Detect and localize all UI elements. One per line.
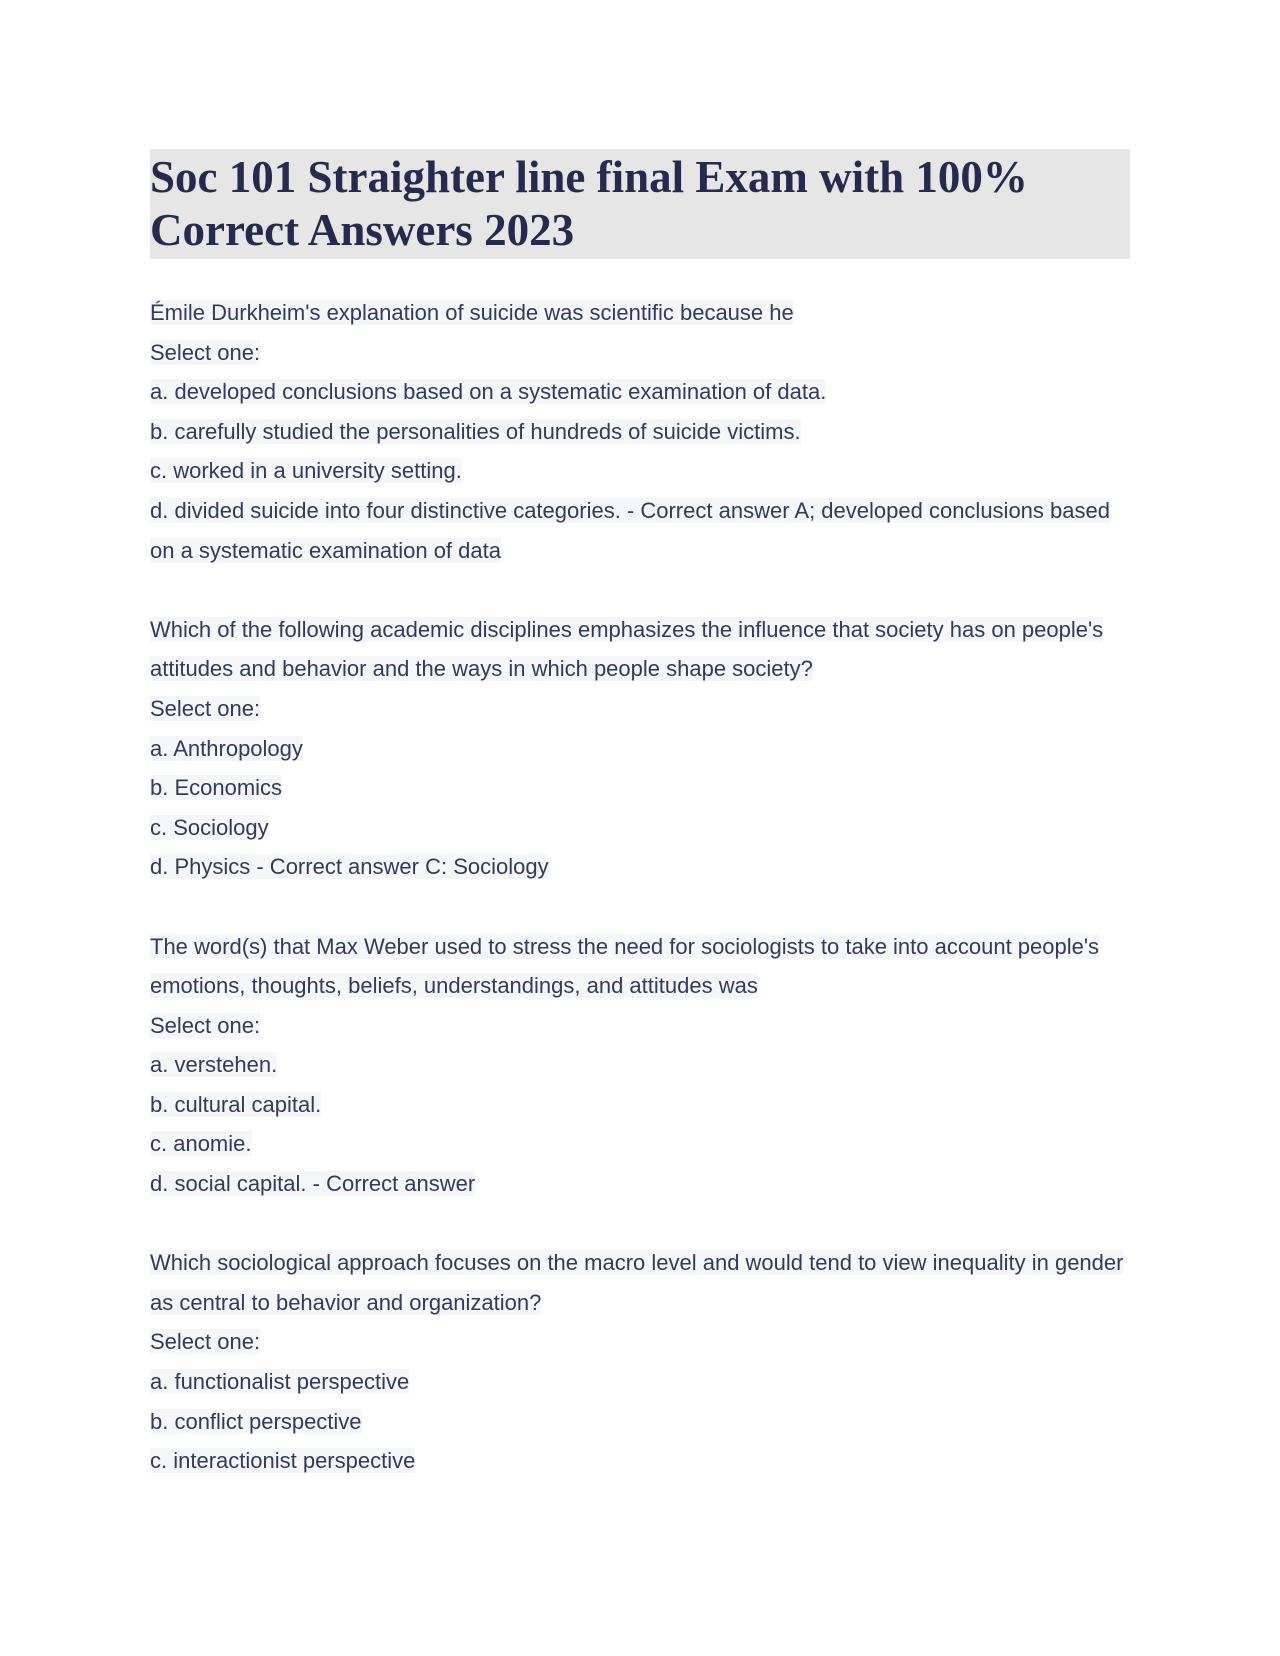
- select-one-label: Select one:: [150, 695, 261, 721]
- question-block-1: [150, 293, 1130, 570]
- answer-option-with-correct-answer: d. Physics - Correct answer C: Sociology: [150, 854, 549, 880]
- answer-option: b. conflict perspective: [150, 1408, 362, 1434]
- question-prompt: Émile Durkheim's explanation of suicide was scientific because he: [150, 300, 794, 325]
- question-prompt: Which sociological approach focuses on the macro level and would tend to view inequality in gender as central to behavior and organization?: [150, 1250, 1124, 1315]
- select-one-label: Select one:: [150, 339, 261, 365]
- answer-option: a. Anthropology: [150, 735, 303, 761]
- answer-option: a. verstehen.: [150, 1052, 278, 1078]
- document-page: [150, 149, 1130, 1520]
- select-one-label: Select one:: [150, 1012, 261, 1038]
- answer-option-with-correct-answer: d. divided suicide into four distinctive categories. - Correct answer A; developed conclusions based on a systematic examination of data: [150, 497, 1110, 563]
- question-prompt: The word(s) that Max Weber used to stress the need for sociologists to take into account people's emotions, thoughts, beliefs, understandings, and attitudes was: [150, 933, 1100, 999]
- document-body: [150, 293, 1130, 1481]
- answer-option: c. worked in a university setting.: [150, 458, 462, 484]
- answer-option: c. anomie.: [150, 1131, 252, 1157]
- question-block-4: [150, 1243, 1130, 1481]
- answer-option: c. Sociology: [150, 814, 269, 840]
- answer-option: b. Economics: [150, 775, 283, 801]
- answer-option: c. interactionist perspective: [150, 1448, 416, 1474]
- question-block-3: [150, 927, 1130, 1204]
- question-block-2: [150, 610, 1130, 887]
- answer-option: a. developed conclusions based on a systematic examination of data.: [150, 379, 827, 405]
- answer-option: b. carefully studied the personalities of hundreds of suicide victims.: [150, 418, 801, 444]
- question-prompt: Which of the following academic disciplines emphasizes the influence that society has on people's attitudes and behavior and the ways in which people shape society?: [150, 616, 1104, 682]
- select-one-label: Select one:: [150, 1329, 261, 1355]
- answer-option: a. functionalist perspective: [150, 1369, 410, 1395]
- document-title: Soc 101 Straighter line final Exam with 100% Correct Answers 2023: [150, 149, 1130, 259]
- answer-option-with-correct-answer: d. social capital. - Correct answer: [150, 1171, 476, 1197]
- answer-option: b. cultural capital.: [150, 1091, 322, 1117]
